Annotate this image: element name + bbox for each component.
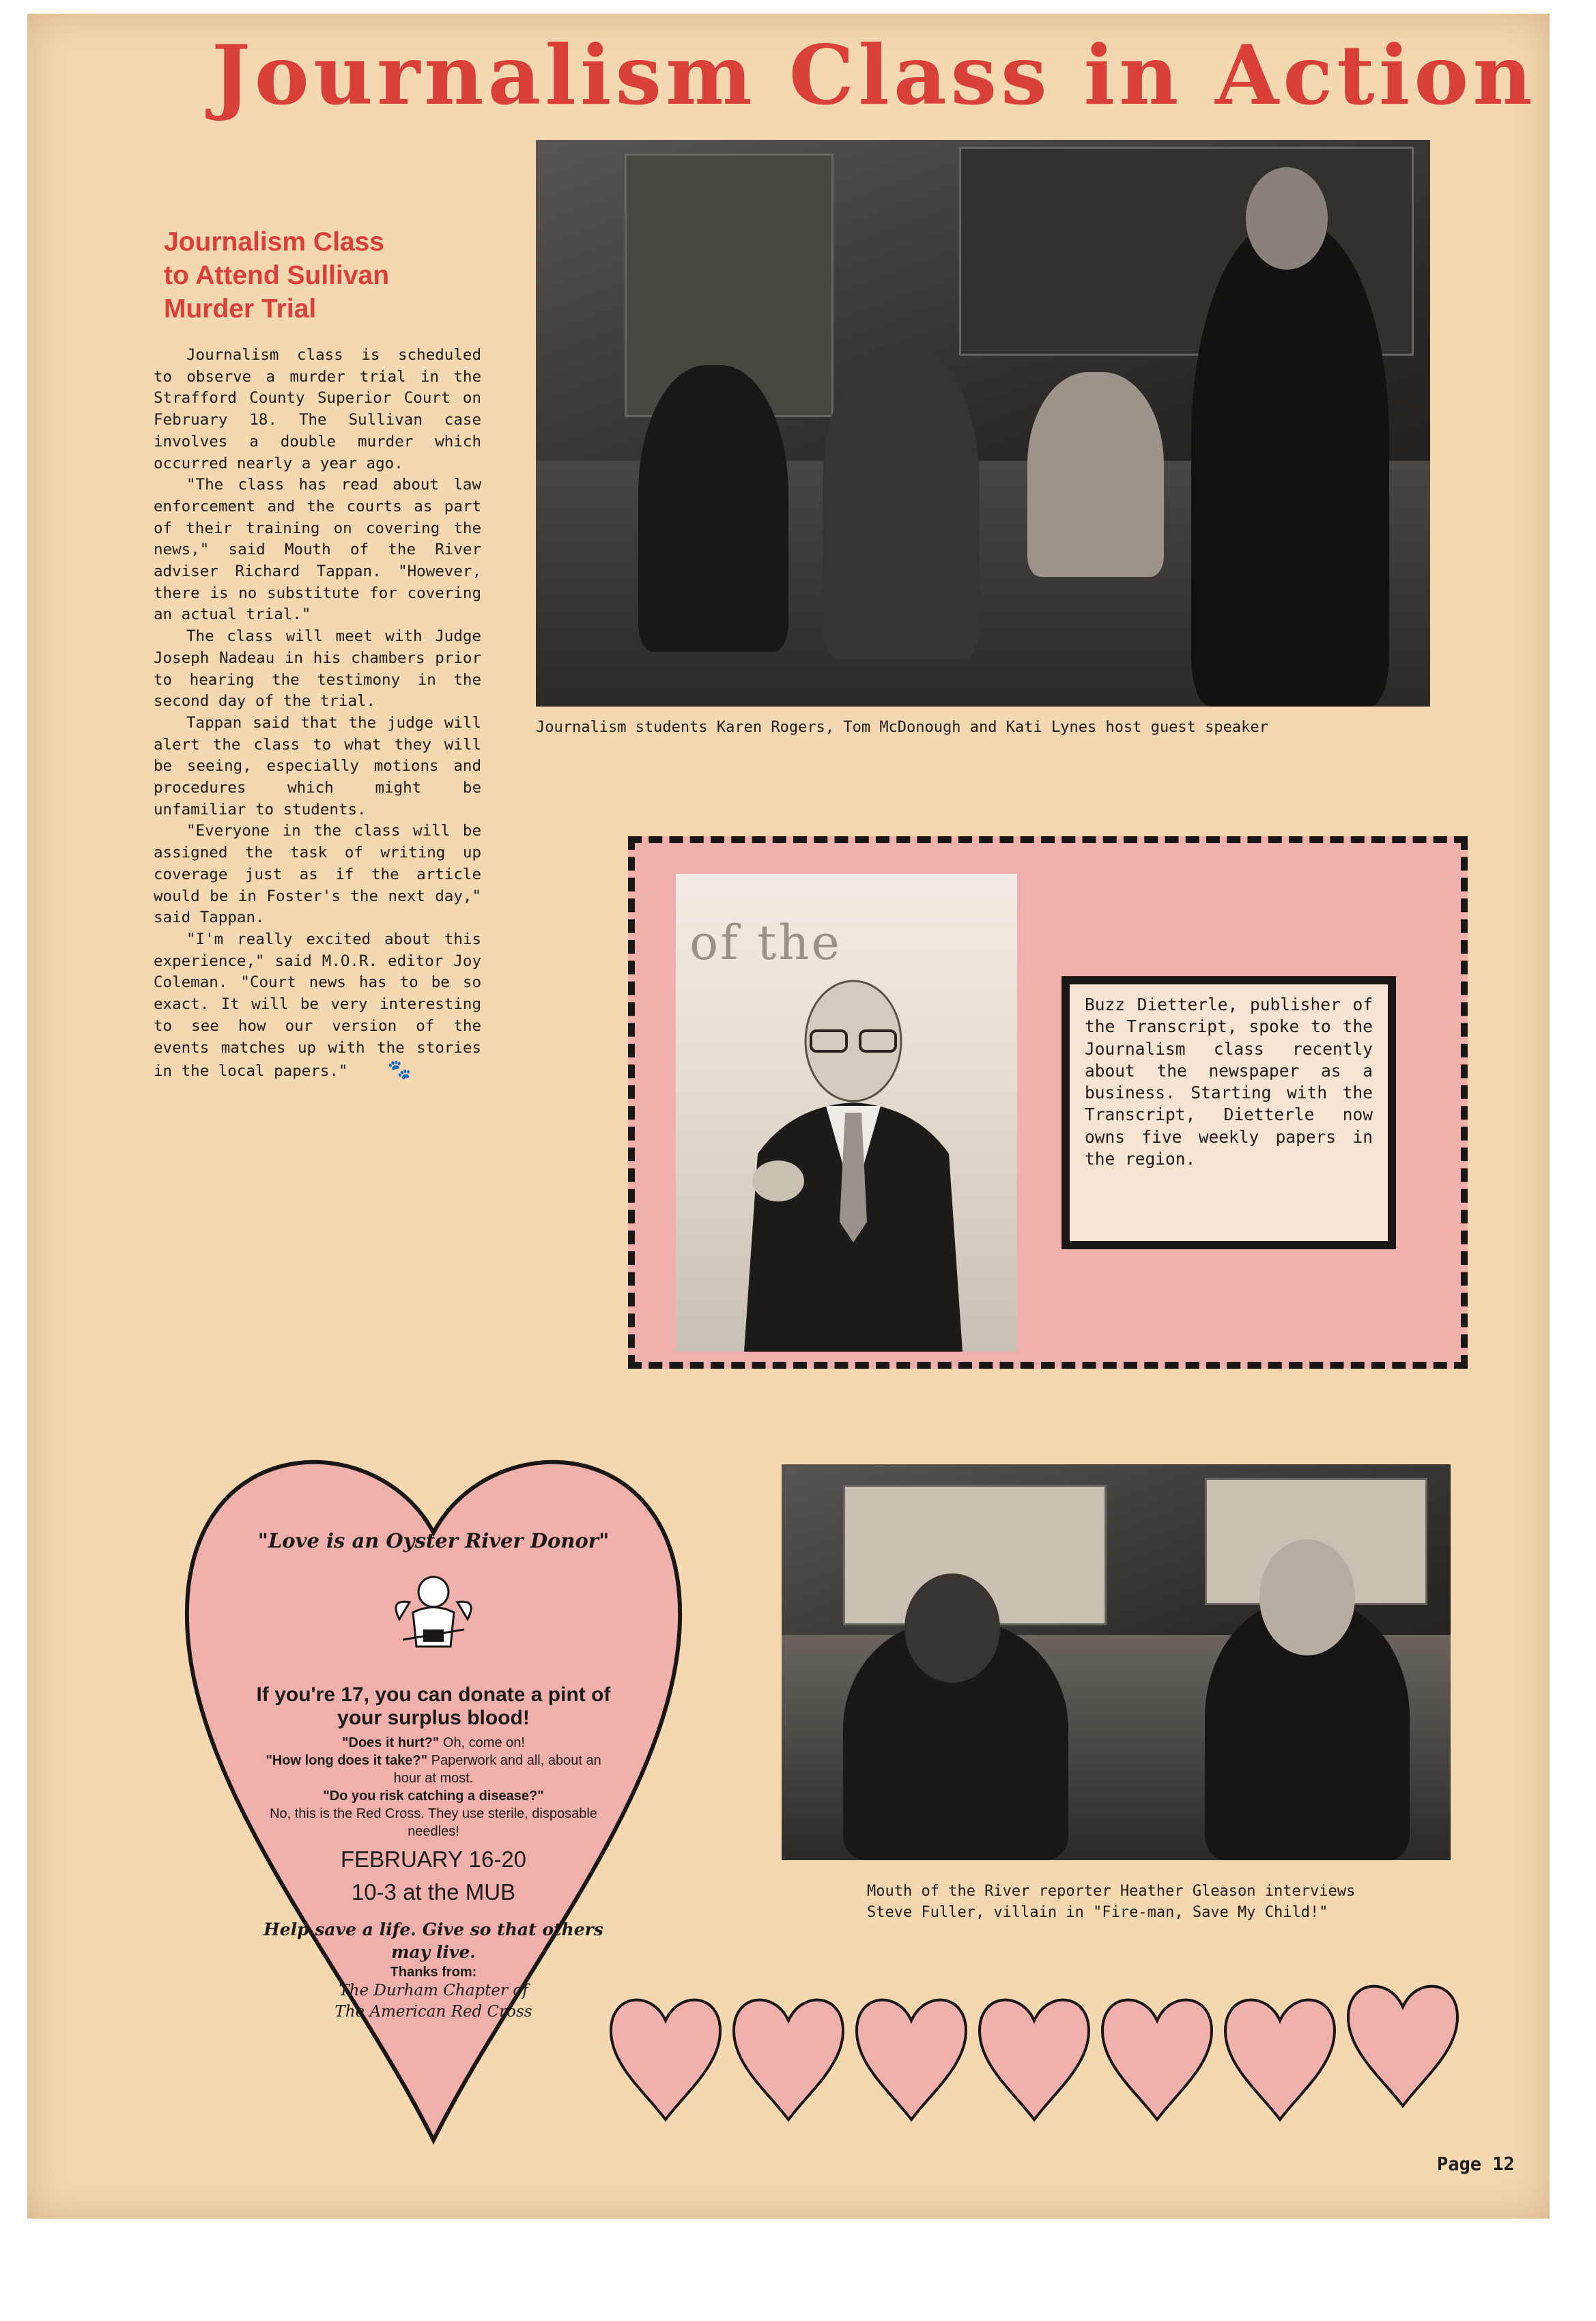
ad-title: "Love is an Oyster River Donor" <box>257 1529 610 1552</box>
heart-icon <box>1225 2000 1335 2120</box>
ad-date: FEBRUARY 16-20 <box>340 1847 527 1872</box>
masthead-text: of the <box>689 915 842 971</box>
speaker-portrait <box>730 976 976 1352</box>
blood-drive-ad <box>256 1529 611 2023</box>
classroom-photo <box>536 140 1430 707</box>
heart-icon <box>734 2000 843 2120</box>
student-figure <box>638 365 788 652</box>
ad-question: "Do you risk catching a disease?" <box>323 1789 544 1804</box>
story-headline <box>164 225 478 326</box>
story-headline-line: Journalism Class <box>164 227 384 257</box>
story-headline-line: Murder Trial <box>164 294 317 324</box>
ad-org: The American Red Cross <box>334 2003 532 2021</box>
story-paragraph: Tappan said that the judge will alert the class to what they will be seeing, especially motions and procedures which might be unfamiliar to students. <box>154 713 481 818</box>
story-paragraph <box>154 929 481 1083</box>
ad-thanks: Thanks from: <box>390 1965 477 1980</box>
interview-photo <box>782 1464 1451 1860</box>
ad-qa <box>256 1734 611 1840</box>
ad-question: "Does it hurt?" <box>342 1735 440 1750</box>
ad-slogan: Help save a life. Give so that others may live. <box>263 1920 603 1962</box>
ad-answer: Paperwork and all, about an hour at most. <box>393 1753 601 1786</box>
heart-icon <box>857 2000 966 2120</box>
story-last-text: "I'm really excited about this experience," said M.O.R. editor Joy Coleman. "Court news has to be so exact. It will be very interesting to see how our version of the events matches up with the stories in the local papers." <box>154 930 481 1081</box>
photo3-caption: Mouth of the River reporter Heather Gleason interviews Steve Fuller, villain in "Fire-man, Save My Child!" <box>867 1883 1356 1921</box>
ad-question: "How long does it take?" <box>266 1753 428 1768</box>
story-paragraph: "Everyone in the class will be assigned the task of writing up coverage just as if the article would be in Foster's the next day," said Tappan. <box>154 822 481 927</box>
story-body <box>154 345 481 1083</box>
ad-org: The Durham Chapter of <box>339 1982 528 1999</box>
ad-answer: No, this is the Red Cross. They use sterile, disposable needles! <box>270 1806 597 1839</box>
page-headline: Journalism Class in Action <box>212 27 1537 124</box>
story-paragraph: "The class has read about law enforcement and the courts as part of their training on covering the news," said Mouth of the River adviser Richard Tappan. "However, there is no substitute for covering an actual trial." <box>154 476 481 624</box>
ad-time: 10-3 at the MUB <box>351 1879 516 1905</box>
heart-icon <box>611 2000 720 2120</box>
page-number: Page 12 <box>1437 2154 1515 2175</box>
student-figure <box>823 345 980 659</box>
heart-icon <box>1348 1987 1457 2106</box>
paw-print-icon: 🐾 <box>387 1058 412 1081</box>
heart-icon <box>1102 2000 1212 2120</box>
story-paragraph: Journalism class is scheduled to observe a murder trial in the Strafford County Superior Court on February 18. The Sullivan case involves a double murder which occurred nearly a year ago. <box>154 346 481 472</box>
photo1-caption: Journalism students Karen Rogers, Tom McDonough and Kati Lynes host guest speaker <box>536 719 1268 736</box>
speaker-photo <box>676 874 1017 1352</box>
buzz-dietterle-caption: Buzz Dietterle, publisher of the Transcript, spoke to the Journalism class recently about the newspaper as a business. Starting with the Transcript, Dietterle now owns five weekly papers in the region. <box>1061 976 1396 1249</box>
story-paragraph: The class will meet with Judge Joseph Nadeau in his chambers prior to hearing the testimony in the second day of the trial. <box>154 627 481 711</box>
student-figure <box>1027 372 1164 577</box>
ad-headline: If you're 17, you can donate a pint of your surplus blood! <box>256 1683 611 1729</box>
decorative-hearts-row <box>604 1983 1485 2140</box>
cupid-icon <box>386 1565 481 1660</box>
story-headline-line: to Attend Sullivan <box>164 261 390 290</box>
ad-answer: Oh, come on! <box>439 1735 525 1750</box>
speaker-figure <box>1191 222 1389 707</box>
heart-icon <box>980 2000 1089 2120</box>
